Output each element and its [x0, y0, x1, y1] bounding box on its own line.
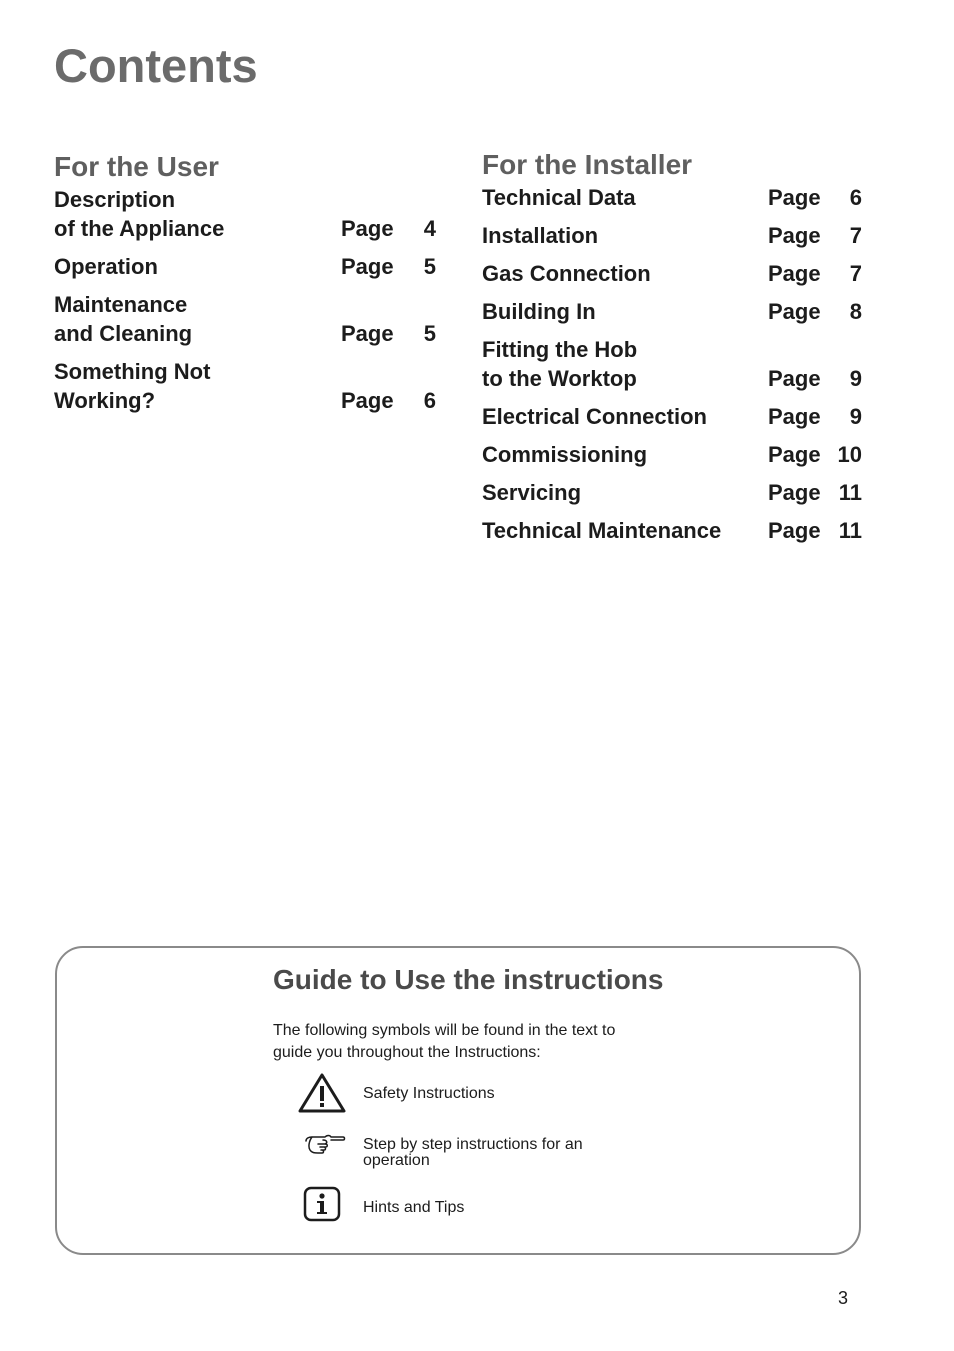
toc-page-number: 5: [423, 321, 436, 346]
toc-page-number: 10: [837, 442, 862, 467]
page-title: Contents: [54, 39, 258, 92]
toc-page-number: 9: [849, 404, 862, 429]
toc-entry-label: Operation: [54, 254, 158, 279]
toc-page-word: Page: [768, 223, 821, 248]
toc-page-word: Page: [768, 404, 821, 429]
toc-entry-label: Technical Data: [482, 185, 636, 210]
toc-page-number: 7: [849, 261, 862, 286]
user-section-heading: For the User: [54, 151, 219, 182]
toc-entry-label: Technical Maintenance: [482, 518, 722, 543]
toc-entry: [482, 402, 872, 431]
toc-page-word: Page: [341, 388, 394, 413]
toc-entry: [482, 335, 872, 393]
toc-entry: [482, 516, 872, 545]
toc-entry: [482, 297, 872, 326]
user-toc-list: [54, 185, 444, 424]
toc-page-number: 4: [423, 216, 436, 241]
toc-page-number: 11: [838, 480, 862, 505]
toc-entry: [482, 478, 872, 507]
guide-intro-line: The following symbols will be found in the text to: [273, 1022, 616, 1039]
toc-page-word: Page: [768, 299, 821, 324]
toc-entry-label: and Cleaning: [54, 321, 193, 346]
toc-page-word: Page: [768, 366, 821, 391]
toc-page-word: Page: [341, 216, 394, 241]
toc-entry-label: Fitting the Hob: [482, 337, 638, 362]
toc-entry-label: Something Not: [54, 359, 211, 384]
toc-entry-label: Maintenance: [54, 292, 188, 317]
guide-intro-line: guide you throughout the Instructions:: [273, 1044, 541, 1061]
symbol-text-line: Hints and Tips: [363, 1199, 465, 1216]
step-instructions-label: [363, 1137, 663, 1169]
toc-page-word: Page: [341, 254, 394, 279]
toc-page-word: Page: [768, 185, 821, 210]
installer-section-heading: For the Installer: [482, 149, 693, 180]
toc-page-word: Page: [768, 480, 821, 505]
toc-entry-label: Gas Connection: [482, 261, 651, 286]
toc-entry-label: Electrical Connection: [482, 404, 707, 429]
toc-page-word: Page: [768, 442, 821, 467]
symbol-text-line: operation: [363, 1152, 430, 1169]
toc-entry-label: Installation: [482, 223, 599, 248]
symbol-text-line: Step by step instructions for an: [363, 1136, 583, 1153]
toc-entry: [482, 440, 872, 469]
hints-tips-label: [363, 1200, 663, 1216]
toc-entry: [482, 259, 872, 288]
toc-entry-label: Building In: [482, 299, 596, 324]
warning-triangle-icon: [297, 1072, 347, 1114]
toc-page-number: 7: [849, 223, 862, 248]
toc-page-number: 11: [838, 518, 862, 543]
toc-entry-label: Servicing: [482, 480, 582, 505]
toc-page-number: 6: [423, 388, 436, 413]
toc-entry-label: of the Appliance: [54, 216, 225, 241]
toc-entry-label: Description: [54, 187, 176, 212]
symbol-text-line: Safety Instructions: [363, 1085, 495, 1102]
toc-entry-label: Commissioning: [482, 442, 648, 467]
toc-entry: [54, 357, 444, 415]
toc-page-number: 6: [849, 185, 862, 210]
safety-instructions-label: [363, 1086, 663, 1102]
toc-entry: [54, 185, 444, 243]
info-icon: [303, 1186, 341, 1222]
guide-box: [55, 946, 861, 1255]
toc-entry-label: Working?: [54, 388, 156, 413]
guide-title: Guide to Use the instructions: [273, 964, 664, 995]
toc-entry-label: to the Worktop: [482, 366, 637, 391]
toc-entry: [54, 252, 444, 281]
toc-page-word: Page: [768, 261, 821, 286]
toc-page-number: 5: [423, 254, 436, 279]
guide-intro: [273, 1020, 693, 1064]
toc-page-word: Page: [341, 321, 394, 346]
installer-toc-list: [482, 183, 872, 554]
toc-page-number: 8: [849, 299, 862, 324]
toc-page-word: Page: [768, 518, 821, 543]
toc-entry: [54, 290, 444, 348]
toc-entry: [482, 183, 872, 212]
page-number: 3: [838, 1288, 849, 1308]
pointing-hand-icon: [303, 1132, 347, 1158]
toc-page-number: 9: [849, 366, 862, 391]
toc-entry: [482, 221, 872, 250]
